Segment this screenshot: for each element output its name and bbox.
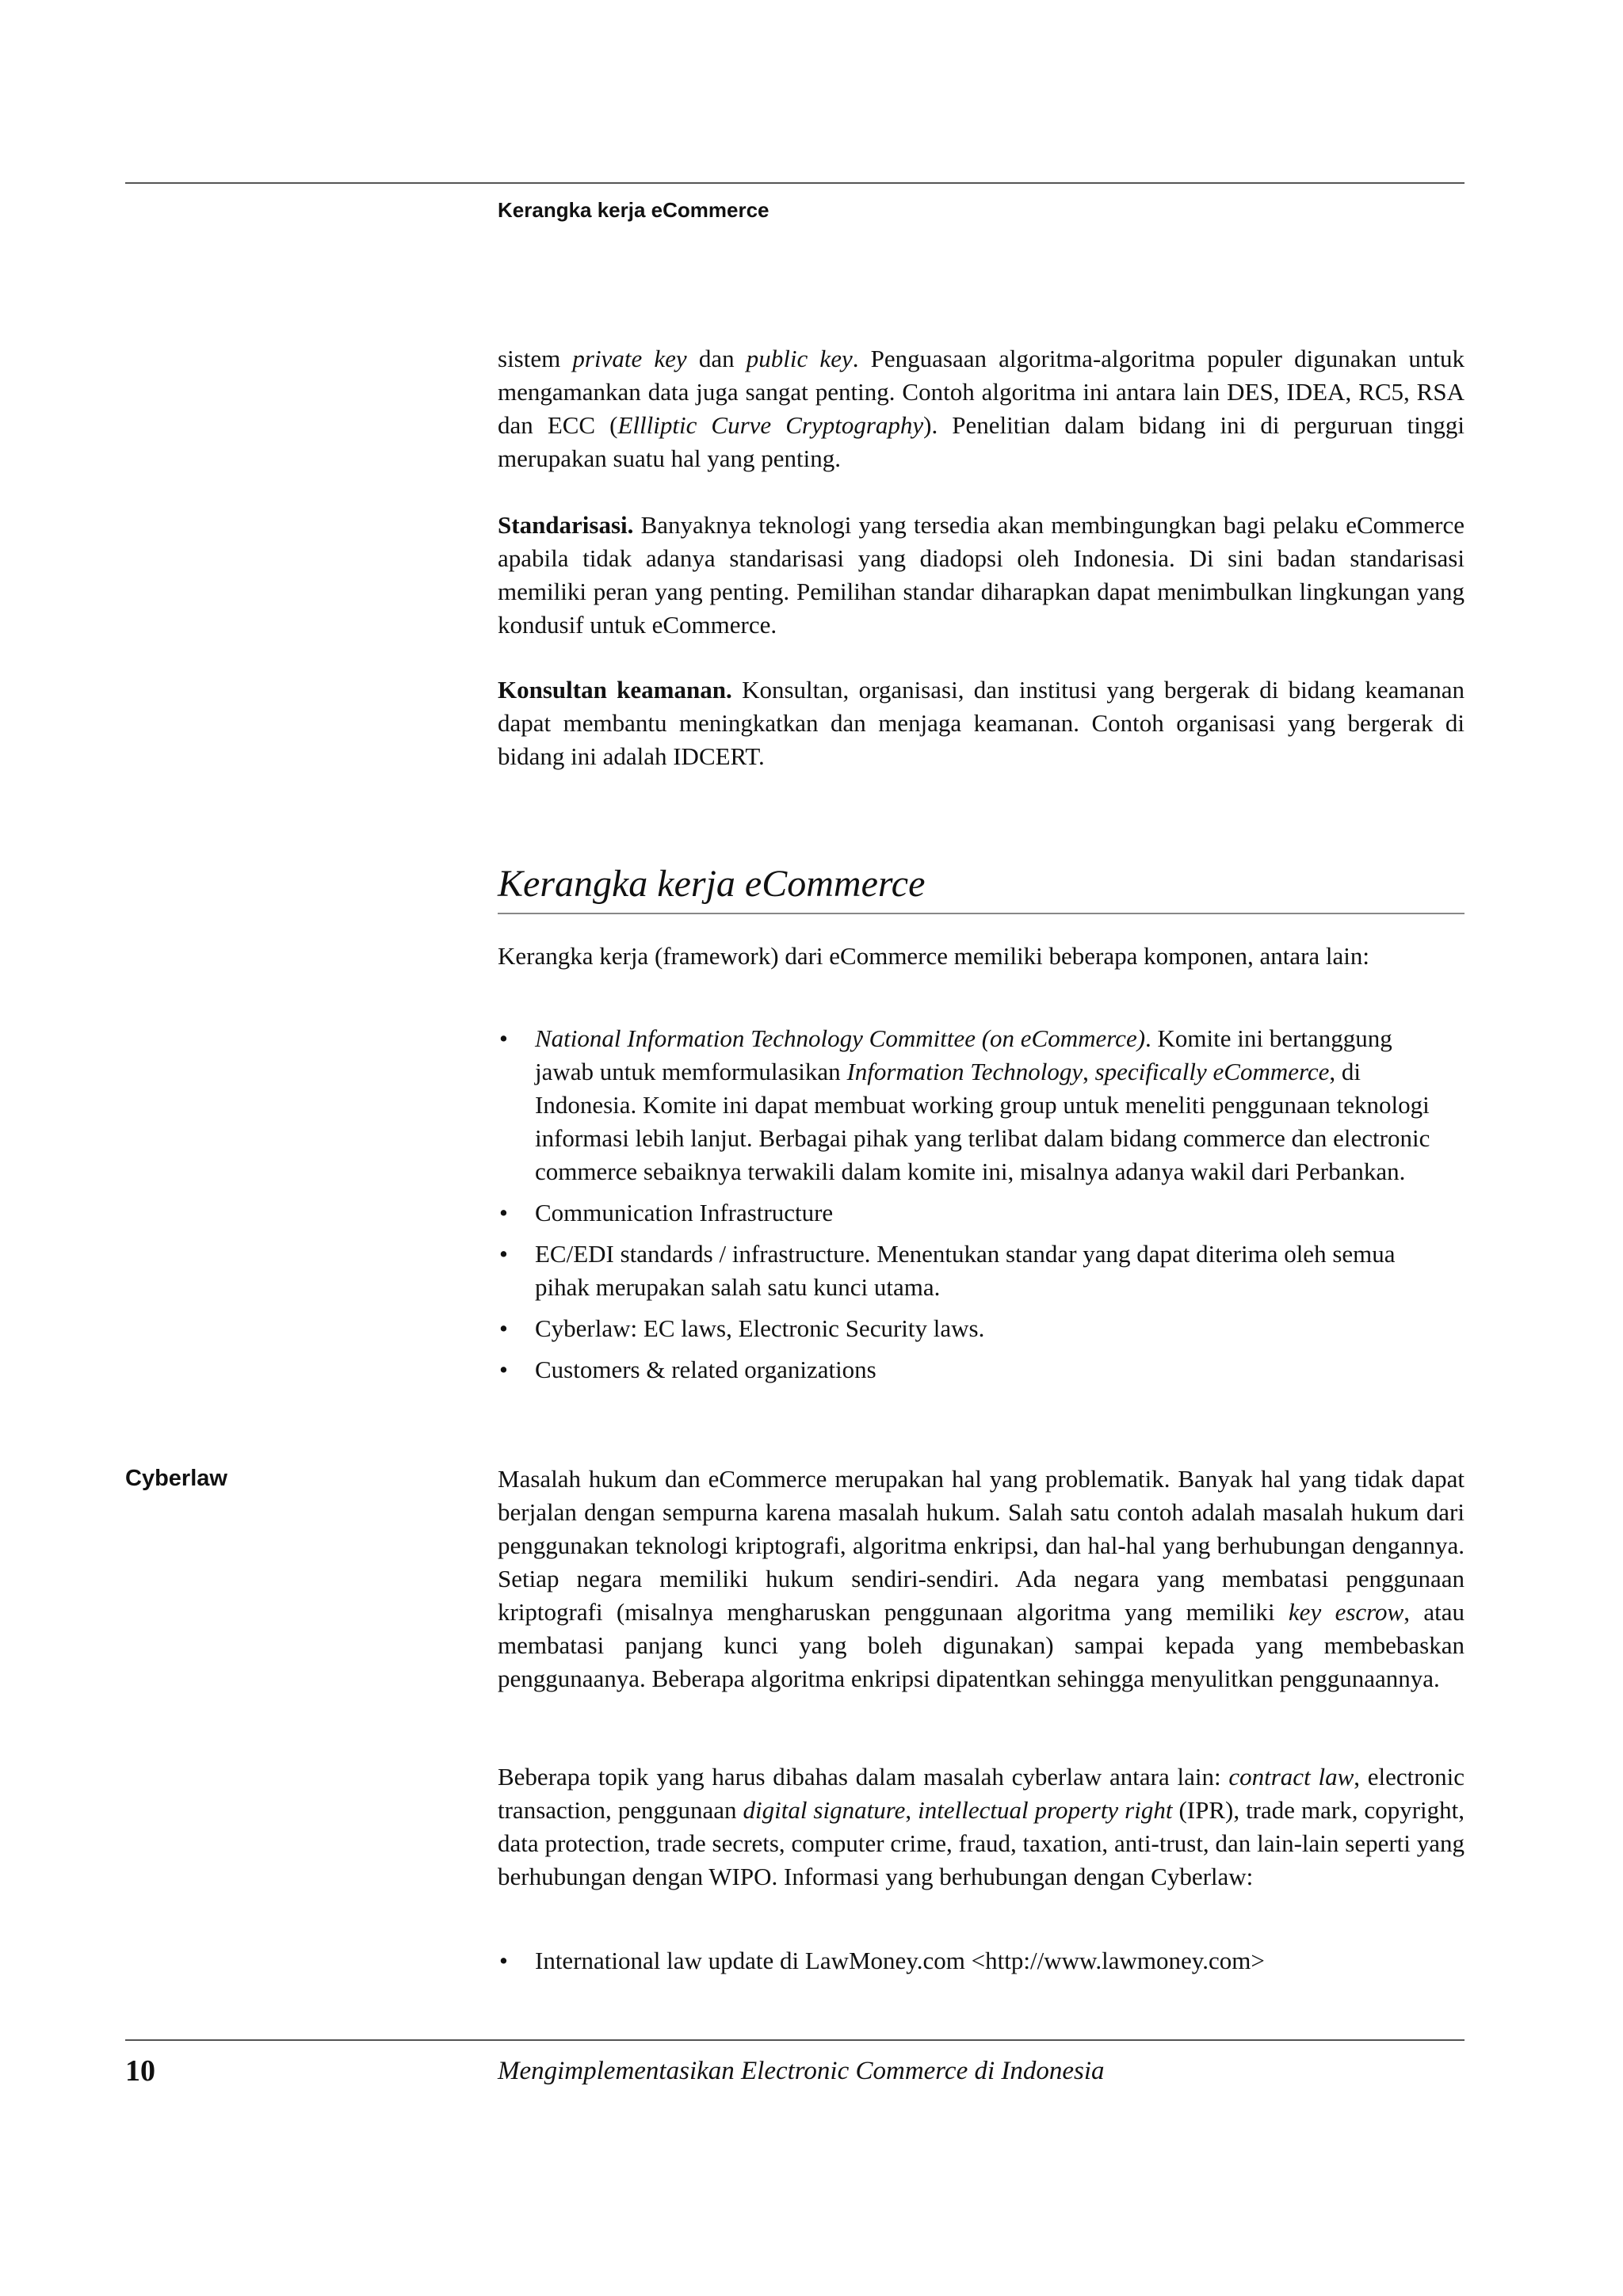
cyberlaw-paragraph-2: Beberapa topik yang harus dibahas dalam masalah cyberlaw antara lain: contract law, electronic transaction, penggunaan digital signature, intellectual property right (IPR), trade mark, copyright, data protection, trade secrets, computer crime, fraud, taxation, anti-trust, dan lain-lain seperti yang berhubungan dengan WIPO. Informasi yang berhubungan dengan Cyberlaw:	[498, 1763, 1465, 1890]
side-heading-cyberlaw: Cyberlaw	[125, 1466, 227, 1491]
konsultan-lead: Konsultan keamanan.	[498, 676, 732, 704]
running-header: Kerangka kerja eCommerce	[498, 198, 769, 222]
cyberlaw-paragraph-1: Masalah hukum dan eCommerce merupakan hal yang problematik. Banyak hal yang tidak dapat berjalan dengan sempurna karena masalah hukum. Salah satu contoh adalah masalah hukum dari penggunakan teknologi kriptografi, algoritma enkripsi, dan hal-hal yang berhubungan dengannya. Setiap negara memiliki hukum sendiri-sendiri. Ada negara yang membatasi penggunaan kriptografi (misalnya mengharuskan penggunaan algoritma yang memiliki key escrow, atau membatasi panjang kunci yang boleh digunakan) sampai kepada yang membebaskan penggunaanya. Beberapa algoritma enkripsi dipatentkan sehingga menyulitkan penggunaannya.	[498, 1465, 1465, 1692]
header-rule	[125, 182, 1465, 184]
footer-rule	[125, 2039, 1465, 2041]
list-item: • EC/EDI standards / infrastructure. Menentukan standar yang dapat diterima oleh semua pihak merupakan salah satu kunci utama.	[498, 1238, 1449, 1304]
konsultan-paragraph: Konsultan keamanan. Konsultan, organisasi, dan institusi yang bergerak di bidang keamanan dapat membantu meningkatkan dan menjaga keamanan. Contoh organisasi yang bergerak di bidang ini adalah IDCERT.	[498, 676, 1465, 770]
list-item: • National Information Technology Committee (on eCommerce). Komite ini bertanggung jawab untuk memformulasikan Information Technology, specifically eCommerce, di Indonesia. Komite ini dapat membuat working group untuk meneliti penggunaan teknologi informasi lebih lanjut. Berbagai pihak yang terlibat dalam bidang commerce dan electronic commerce sebaiknya terwakili dalam komite ini, misalnya adanya wakil dari Perbankan.	[498, 1022, 1449, 1188]
list-item: • International law update di LawMoney.com <http://www.lawmoney.com>	[498, 1944, 1449, 1978]
book-title: Mengimplementasikan Electronic Commerce di Indonesia	[498, 2057, 1105, 2085]
list-item: • Communication Infrastructure	[498, 1196, 1449, 1230]
list-item: • Customers & related organizations	[498, 1353, 1449, 1386]
framework-intro: Kerangka kerja (framework) dari eCommerce memiliki beberapa komponen, antara lain:	[498, 942, 1370, 970]
bullet-icon: •	[499, 1024, 508, 1052]
list-item: • Cyberlaw: EC laws, Electronic Security laws.	[498, 1312, 1449, 1345]
bullet-icon: •	[499, 1356, 508, 1383]
bullet-icon: •	[499, 1199, 508, 1226]
bullet-icon: •	[499, 1314, 508, 1342]
bullet-icon: •	[499, 1240, 508, 1268]
standarisasi-paragraph: Standarisasi. Banyaknya teknologi yang tersedia akan membingungkan bagi pelaku eCommerce apabila tidak adanya standarisasi yang diadopsi oleh Indonesia. Di sini badan standarisasi memiliki peran yang penting. Pemilihan standar diharapkan dapat menimbulkan lingkungan yang kondusif untuk eCommerce.	[498, 511, 1465, 639]
section-heading-framework: Kerangka kerja eCommerce	[498, 860, 1465, 914]
bullet-icon: •	[499, 1947, 508, 1974]
cyberlaw-list	[498, 1944, 1449, 1985]
standarisasi-lead: Standarisasi.	[498, 511, 634, 539]
page-number: 10	[125, 2054, 155, 2088]
framework-list	[498, 1022, 1449, 1394]
intro-paragraph-1: sistem private key dan public key. Penguasaan algoritma-algoritma populer digunakan untuk mengamankan data juga sangat penting. Contoh algoritma ini antara lain DES, IDEA, RC5, RSA dan ECC (Ellliptic Curve Cryptography). Penelitian dalam bidang ini di perguruan tinggi merupakan suatu hal yang penting.	[498, 345, 1465, 472]
